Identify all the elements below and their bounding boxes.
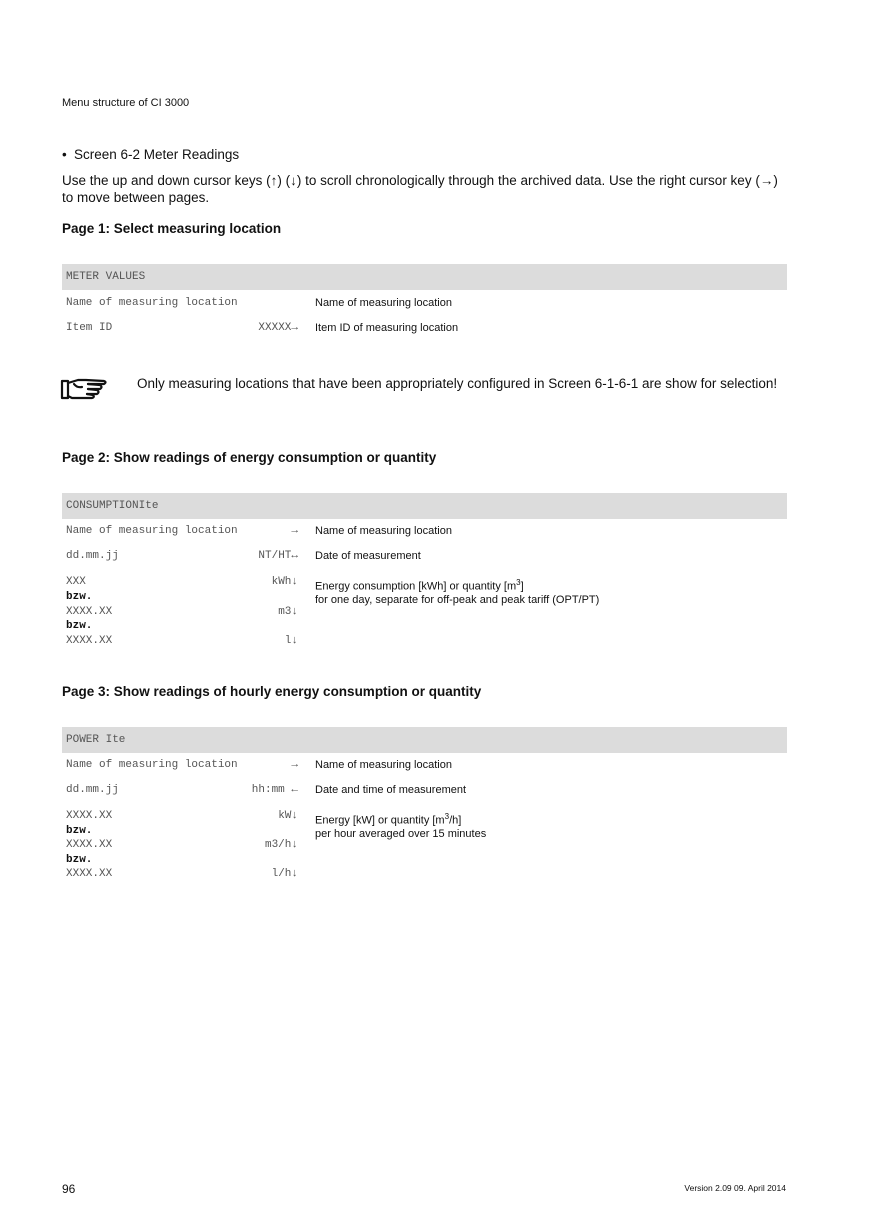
page3-menu-bar	[62, 727, 787, 753]
page2-sep-1: bzw.	[66, 591, 93, 603]
row-right: XXXXX→	[258, 322, 298, 334]
value-right: m3↓	[278, 606, 298, 618]
value-right: kW↓	[278, 810, 298, 822]
page2-sep-2: bzw.	[66, 620, 93, 632]
value-right: m3/h↓	[264, 839, 298, 851]
desc-line-2: for one day, separate for off-peak and peak tariff (OPT/PT)	[315, 593, 600, 606]
page1-menu-bar	[62, 264, 787, 290]
page2-heading: Page 2: Show readings of energy consumption or quantity	[62, 450, 437, 465]
section-bullet	[62, 147, 239, 162]
row-left: Item ID	[66, 322, 113, 334]
page2-value-l	[66, 635, 298, 647]
row-left: dd.mm.jj	[66, 784, 119, 796]
info-note: Only measuring locations that have been appropriately configured in Screen 6-1-6-1 are show for selection!	[137, 376, 778, 391]
page2-row-date	[66, 550, 298, 562]
bullet-icon: •	[62, 147, 67, 162]
version-info: Version 2.09 09. April 2014	[684, 1183, 786, 1193]
section-title: Screen 6-2 Meter Readings	[74, 147, 240, 162]
page3-desc-energy	[315, 810, 486, 841]
page2-menu-bar	[62, 493, 787, 519]
page1-row-location	[66, 297, 298, 309]
desc-text-end: ]	[520, 580, 524, 593]
intro-paragraph: Use the up and down cursor keys (↑) (↓) to scroll chronologically through the archived data. Use the right cursor key (→) to move between pages.	[62, 173, 778, 205]
page1-row-item-id	[66, 322, 298, 334]
page3-value-kw	[66, 810, 298, 822]
row-right: →	[291, 525, 298, 537]
desc-text: Energy consumption [kWh] or quantity [m	[315, 580, 517, 593]
page2-row-location	[66, 525, 298, 537]
page1-desc-item-id: Item ID of measuring location	[315, 322, 459, 334]
page3-row-date	[66, 784, 298, 796]
value-right: kWh↓	[271, 576, 298, 588]
row-left: dd.mm.jj	[66, 550, 119, 562]
page3-desc-location: Name of measuring location	[315, 759, 452, 771]
value-left: XXXX.XX	[66, 635, 113, 647]
page2-desc-consumption	[315, 576, 599, 607]
row-right: NT/HT↔	[258, 550, 298, 562]
desc-text-end: /h]	[449, 814, 462, 827]
value-right: l/h↓	[271, 868, 298, 880]
value-left: XXXX.XX	[66, 606, 113, 618]
page-number: 96	[62, 1182, 76, 1196]
desc-superscript: 3	[444, 812, 450, 821]
row-left: Name of measuring location	[66, 297, 238, 309]
row-right: hh:mm ←	[251, 784, 298, 796]
page3-value-m3h	[66, 839, 298, 851]
page2-value-m3	[66, 606, 298, 618]
page3-row-location	[66, 759, 298, 771]
page2-desc-date: Date of measurement	[315, 550, 421, 562]
value-left: XXXX.XX	[66, 839, 113, 851]
page3-value-lh	[66, 868, 298, 880]
value-right: l↓	[284, 635, 298, 647]
page3-sep-1: bzw.	[66, 825, 93, 837]
value-left: XXXX.XX	[66, 810, 113, 822]
page1-heading: Page 1: Select measuring location	[62, 221, 282, 236]
pointing-hand-icon	[60, 376, 110, 402]
page3-desc-date: Date and time of measurement	[315, 784, 467, 796]
value-left: XXXX.XX	[66, 868, 113, 880]
page3-sep-2: bzw.	[66, 854, 93, 866]
desc-line-2: per hour averaged over 15 minutes	[315, 827, 487, 840]
desc-superscript: 3	[516, 578, 521, 587]
page3-menu-title: POWER Ite	[66, 734, 126, 746]
page2-value-kwh	[66, 576, 298, 588]
value-left: XXX	[66, 576, 86, 588]
page2-desc-location: Name of measuring location	[315, 525, 452, 537]
row-right: →	[291, 759, 298, 771]
page2-menu-title: CONSUMPTIONIte	[66, 500, 159, 512]
page1-menu-title: METER VALUES	[66, 271, 146, 283]
desc-text: Energy [kW] or quantity [m	[315, 814, 445, 827]
page1-desc-location: Name of measuring location	[315, 297, 452, 309]
page-header: Menu structure of CI 3000	[62, 97, 190, 109]
row-left: Name of measuring location	[66, 525, 238, 537]
page3-heading: Page 3: Show readings of hourly energy consumption or quantity	[62, 684, 482, 699]
row-left: Name of measuring location	[66, 759, 238, 771]
